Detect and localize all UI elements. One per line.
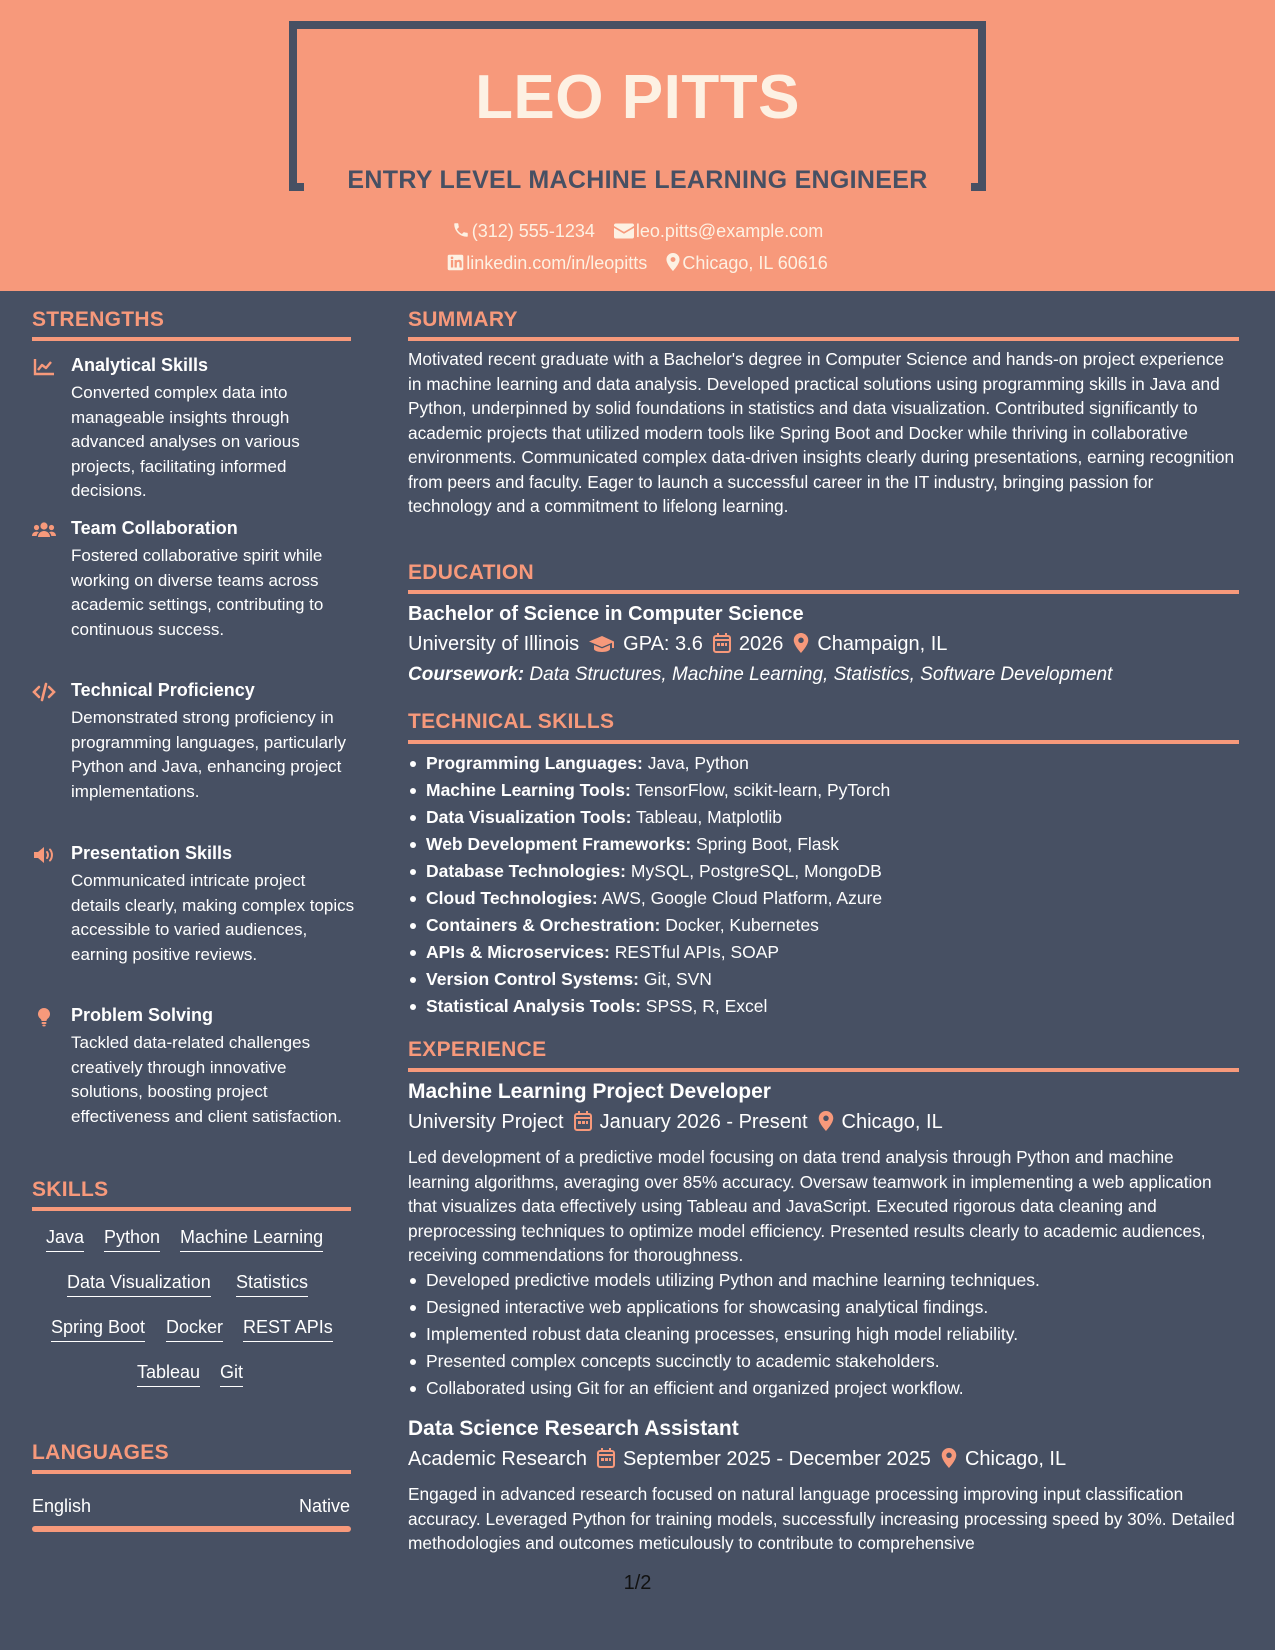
skill-tag: Spring Boot [51,1317,145,1342]
candidate-title: ENTRY LEVEL MACHINE LEARNING ENGINEER [347,166,928,194]
job-description: Led development of a predictive model focusing on data trend analysis through Python and machine learning algorithms, averaging over 85% accuracy. Oversaw teamwork in implementing a web application that visualizes data effectively using Tableau and JavaScript. Executed rigorous data cleaning and preprocessing techniques to optimize model efficiency. Presented results clearly to academic audiences, receiving commendations for thoroughness. [408,1147,1212,1265]
skill-tag: Machine Learning [180,1227,323,1252]
coursework-text: Data Structures, Machine Learning, Statistics, Software Development [529,664,1113,685]
skills-heading: SKILLS [32,1178,109,1201]
job-bullets [408,1267,1238,1402]
contact-location [666,253,827,274]
list-item: APIs & Microservices: RESTful APIs, SOAP [408,939,1238,966]
calendar-icon [713,633,731,653]
languages-heading: LANGUAGES [32,1441,169,1464]
education-rule [408,590,1239,594]
technical-skills-list [408,750,1238,1020]
users-icon [32,520,56,540]
contact-row-1 [0,221,1275,242]
experience-heading: EXPERIENCE [408,1038,547,1061]
strength-title: Problem Solving [71,1005,214,1025]
list-item: Data Visualization Tools: Tableau, Matplotlib [408,804,1238,831]
strength-desc: Communicated intricate project details clearly, making complex topics accessible to varied audiences, earning positive reviews. [71,871,355,964]
job-meta [408,1111,943,1134]
contact-row-2 [0,253,1275,274]
job-location: Chicago, IL [964,1448,1067,1470]
map-pin-icon [818,1111,834,1131]
map-pin-icon [941,1448,957,1468]
graduation-cap-icon [589,635,615,653]
language-level-bar [32,1526,351,1532]
email-text: leo.pitts@example.com [635,221,824,241]
calendar-icon [574,1111,592,1131]
coursework-label: Coursework: [408,664,525,685]
education-coursework [408,664,1112,686]
education-heading: EDUCATION [408,561,534,584]
skill-tag: REST APIs [243,1317,333,1342]
contact-linkedin[interactable] [447,253,647,274]
list-item: Containers & Orchestration: Docker, Kubernetes [408,912,1238,939]
strength-title: Analytical Skills [71,355,209,375]
strengths-heading: STRENGTHS [32,308,165,331]
list-item: Developed predictive models utilizing Python and machine learning techniques. [408,1267,1238,1294]
code-icon [32,682,56,702]
technical-skills-heading: TECHNICAL SKILLS [408,710,615,733]
speaker-icon [32,845,56,865]
education-gpa: GPA: 3.6 [623,633,703,655]
contact-phone[interactable] [452,221,595,242]
strength-desc: Fostered collaborative spirit while working on diverse teams across academic settings, contributing to continuous success. [71,546,324,639]
education-meta [408,633,947,656]
location-text: Chicago, IL 60616 [682,253,828,273]
list-item: Database Technologies: MySQL, PostgreSQL, MongoDB [408,858,1238,885]
job-description: Engaged in advanced research focused on natural language processing improving input classification accuracy. Leveraged Python for training models, successfully increasing processing speed by 30%. Detailed methodologies and outcomes meticulously to contribute to comprehensive [408,1484,1235,1553]
calendar-icon [597,1448,615,1468]
envelope-icon [614,223,634,239]
list-item: Collaborated using Git for an efficient and organized project workflow. [408,1375,1238,1402]
language-name: English [32,1496,92,1516]
education-year: 2026 [738,633,784,655]
skill-tag: Statistics [236,1272,308,1297]
job-meta [408,1448,1066,1471]
strength-title: Presentation Skills [71,843,233,863]
strength-desc: Converted complex data into manageable insights through advanced analyses on various projects, facilitating informed decisions. [71,383,300,500]
phone-icon [452,221,470,239]
page-number: 1/2 [623,1572,652,1594]
job-dates: January 2026 - Present [599,1111,808,1133]
phone-text: (312) 555-1234 [471,221,595,241]
chart-line-icon [32,357,56,377]
skill-tag: Docker [166,1317,223,1342]
job-title: Data Science Research Assistant [408,1417,739,1440]
education-location: Champaign, IL [817,633,948,655]
summary-rule [408,337,1239,341]
job-location: Chicago, IL [841,1111,943,1133]
skill-tag: Java [46,1227,84,1252]
strength-title: Technical Proficiency [71,680,255,700]
summary-heading: SUMMARY [408,308,518,331]
job-dates: September 2025 - December 2025 [622,1448,931,1470]
list-item: Statistical Analysis Tools: SPSS, R, Excel [408,993,1238,1020]
skill-tag: Data Visualization [67,1272,211,1297]
skill-tag: Git [220,1362,243,1387]
list-item: Cloud Technologies: AWS, Google Cloud Platform, Azure [408,885,1238,912]
strengths-rule [32,337,351,341]
strength-desc: Tackled data-related challenges creatively through innovative solutions, boosting project effectiveness and client satisfaction. [71,1033,342,1126]
list-item: Version Control Systems: Git, SVN [408,966,1238,993]
list-item: Presented complex concepts succinctly to academic stakeholders. [408,1348,1238,1375]
list-item: Web Development Frameworks: Spring Boot, Flask [408,831,1238,858]
job-org: Academic Research [408,1448,587,1470]
list-item: Implemented robust data cleaning processes, ensuring high model reliability. [408,1321,1238,1348]
education-degree: Bachelor of Science in Computer Science [408,603,804,625]
summary-text: Motivated recent graduate with a Bachelor's degree in Computer Science and hands-on project experience in machine learning and data analysis. Developed practical solutions using programming skills in Java and Python, underpinned by solid foundations in statistics and data visualization. Contributed significantly to academic projects that utilized modern tools like Spring Boot and Docker while thriving in collaborative environments. Communicated complex data-driven insights clearly during presentations, earning recognition from peers and faculty. Eager to launch a successful career in the IT industry, bringing passion for technology and a commitment to lifelong learning. [408,349,1235,516]
language-level: Native [298,1496,350,1516]
linkedin-icon [447,254,464,271]
skills-rule [32,1207,351,1211]
languages-rule [32,1470,351,1474]
map-pin-icon [793,633,809,653]
education-school: University of Illinois [408,633,580,655]
linkedin-text: linkedin.com/in/leopitts [466,253,648,273]
skill-tag: Tableau [137,1362,200,1387]
skill-tag: Python [104,1227,160,1252]
contact-email[interactable] [614,221,823,242]
list-item: Programming Languages: Java, Python [408,750,1238,777]
job-title: Machine Learning Project Developer [408,1080,771,1103]
technical-skills-rule [408,740,1239,744]
list-item: Designed interactive web applications for showcasing analytical findings. [408,1294,1238,1321]
strength-desc: Demonstrated strong proficiency in programming languages, particularly Python and Java, enhancing project implementations. [71,708,346,801]
list-item: Machine Learning Tools: TensorFlow, scikit-learn, PyTorch [408,777,1238,804]
lightbulb-icon [32,1007,56,1027]
candidate-name: LEO PITTS [475,63,800,132]
map-pin-icon [666,253,680,271]
strength-title: Team Collaboration [71,518,238,538]
experience-rule [408,1068,1239,1072]
job-org: University Project [408,1111,564,1133]
